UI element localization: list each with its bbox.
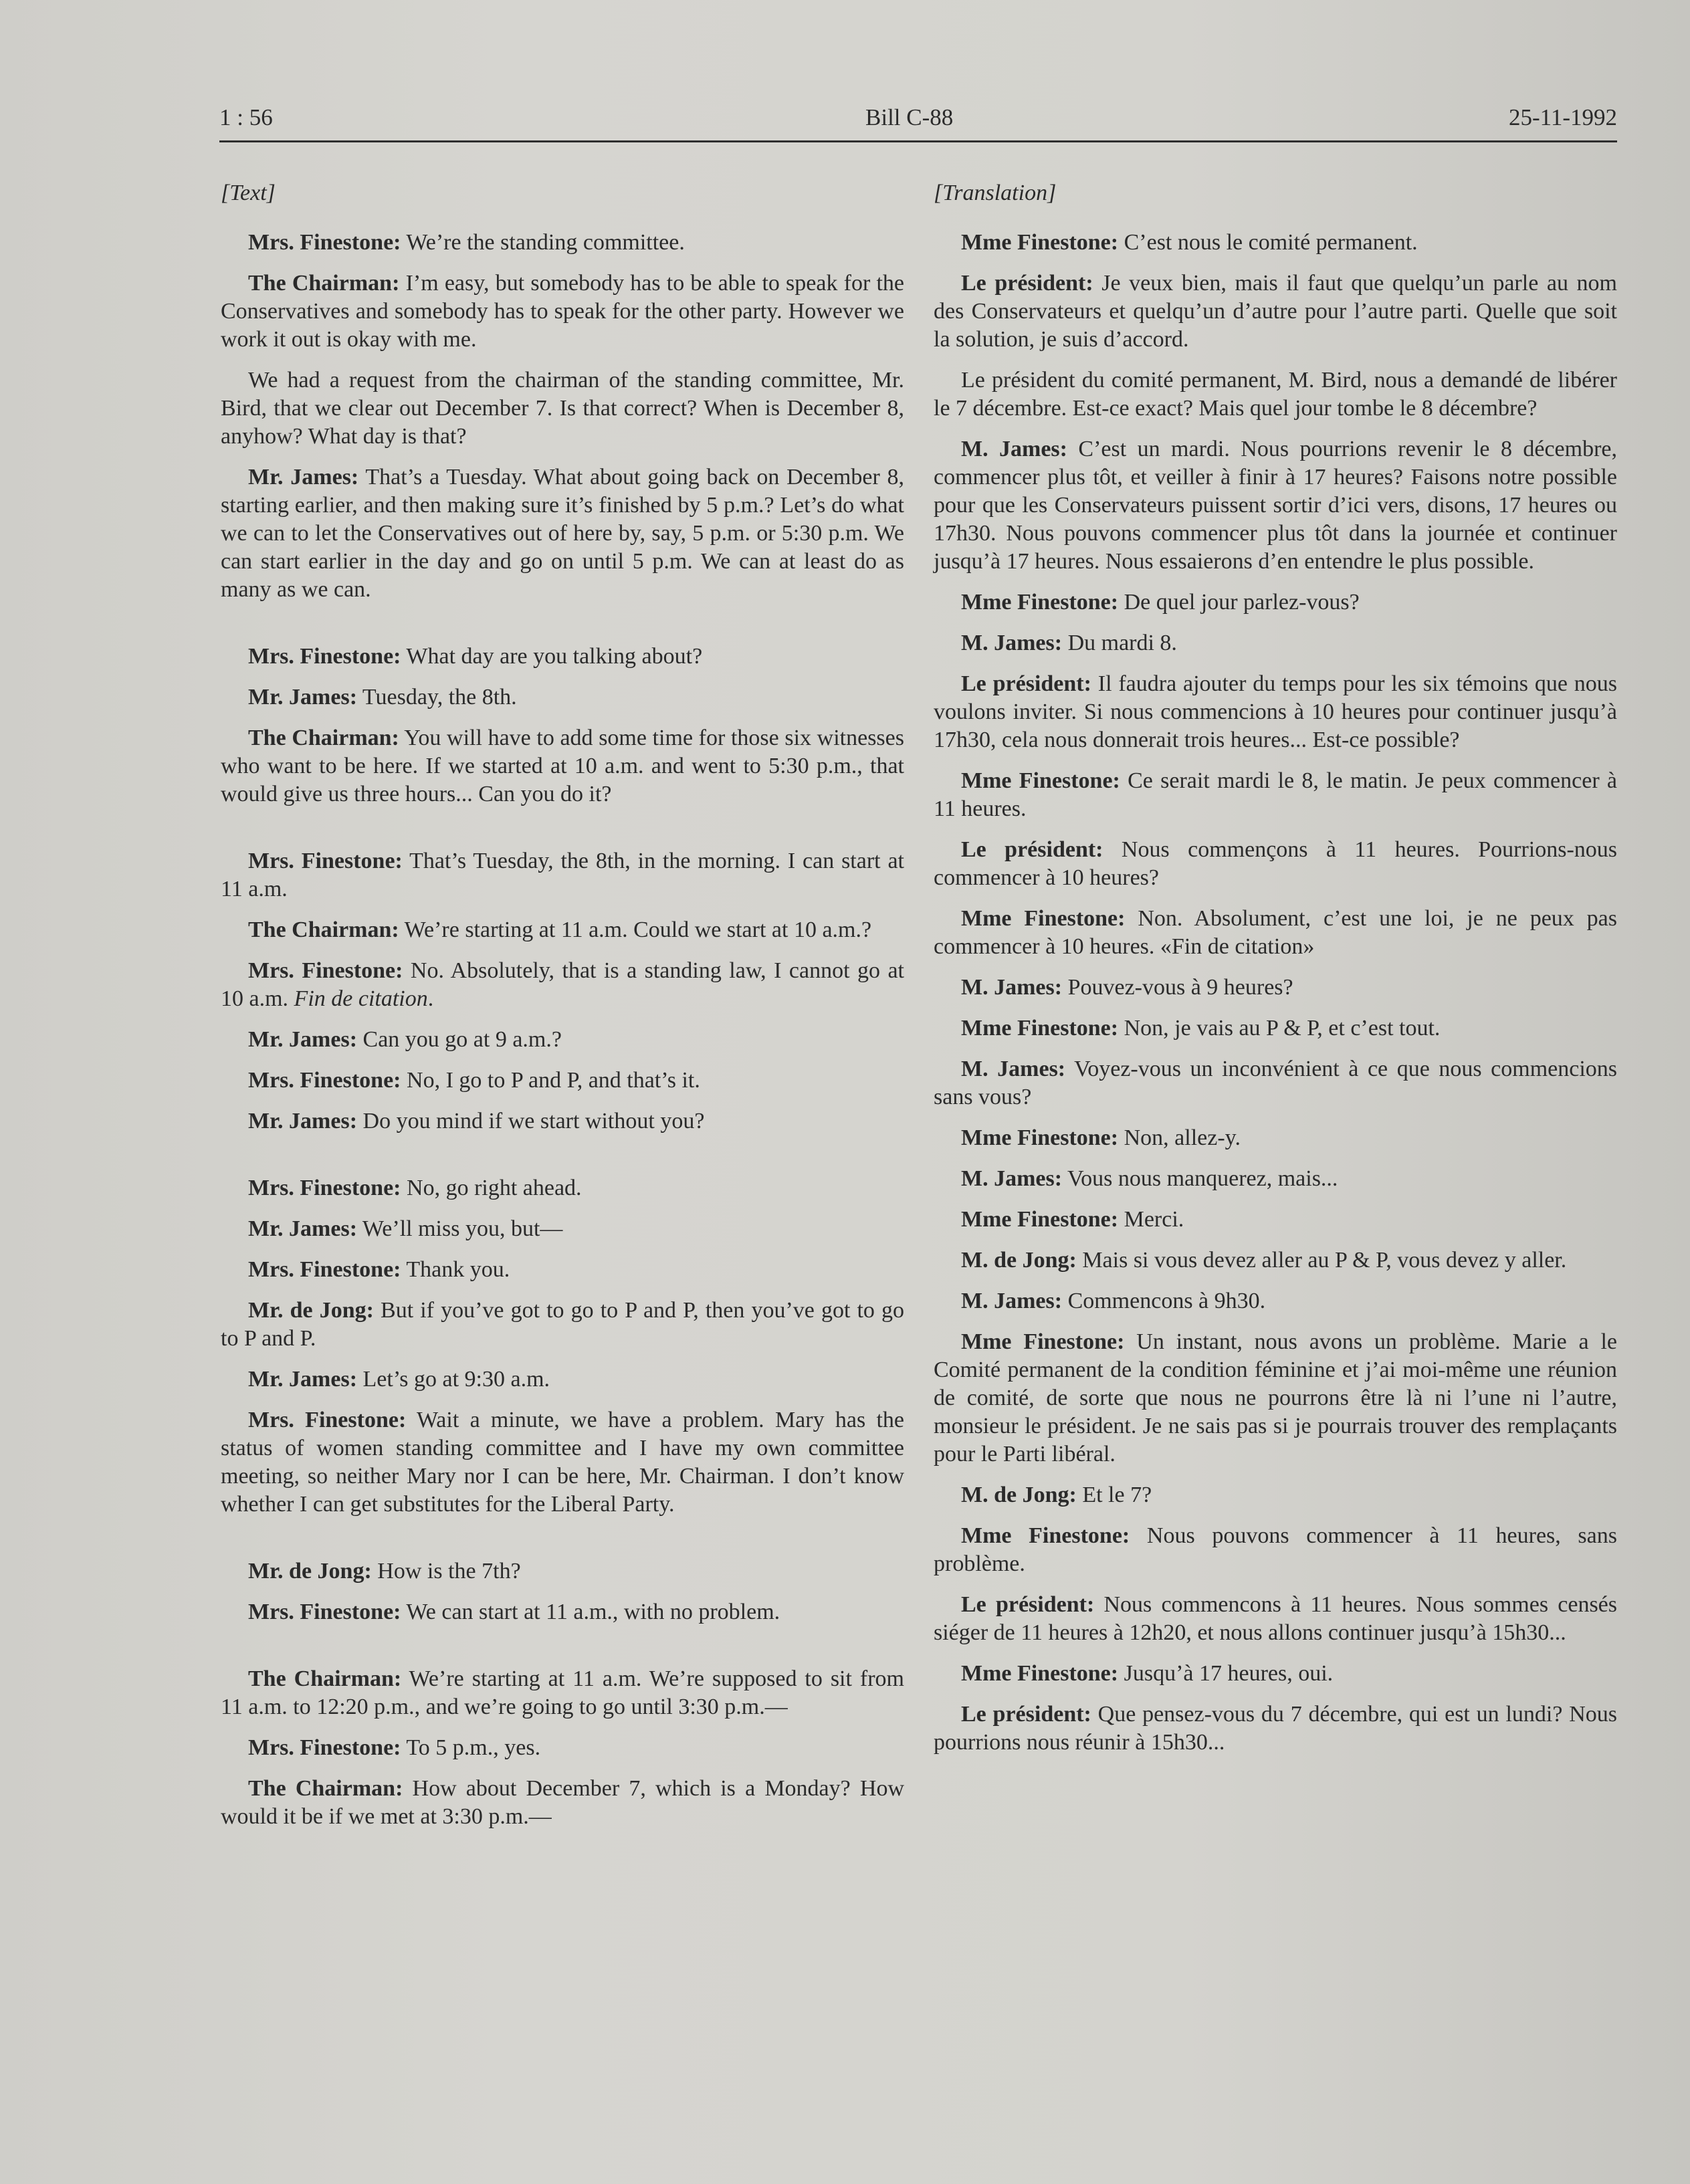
paragraph: Mr. James: Let’s go at 9:30 a.m. [248, 1367, 550, 1392]
paragraph: Mme Finestone: Nous pouvons commencer à 11 heures, sans problème. [934, 1523, 1617, 1576]
paragraph: Mrs. Finestone: We can start at 11 a.m., with no problem. [248, 1600, 780, 1624]
paragraph: Mr. James: Can you go at 9 a.m.? [248, 1027, 562, 1052]
paragraph: M. James: C’est un mardi. Nous pourrions revenir le 8 décembre, commencer plus tôt, et veiller à finir à 17 heures? Faisons notre possible pour que les Conservateurs puissent sortir d’ici vers, disons, 17 heures ou 17h30. Nous pouvons commencer plus tôt dans la journée et continuer jusqu’à 17 heures. Nous essaierons d’en entendre le plus possible. [934, 437, 1618, 574]
paragraph: Mme Finestone: Non. Absolument, c’est une loi, je ne peux pas commencer à 10 heures. «Fin de citation» [934, 906, 1617, 959]
bill-title: Bill C-88 [865, 104, 954, 130]
paragraph: Mr. James: Do you mind if we start without you? [248, 1109, 705, 1133]
paragraph: Mme Finestone: Ce serait mardi le 8, le matin. Je peux commencer à 11 heures. [934, 768, 1617, 821]
english-column [221, 179, 904, 1844]
french-column [934, 179, 1617, 1769]
page-number: 1 : 56 [219, 104, 273, 130]
paragraph: Mme Finestone: De quel jour parlez-vous? [961, 590, 1360, 615]
paragraph: Mrs. Finestone: What day are you talking about? [248, 644, 703, 669]
paragraph: Le président: Nous commencons à 11 heures. Nous sommes censés siéger de 11 heures à 12h20, et nous allons continuer jusqu’à 15h30... [934, 1592, 1617, 1645]
header-date: 25-11-1992 [1508, 104, 1617, 130]
paragraph: M. de Jong: Et le 7? [961, 1483, 1152, 1507]
paragraph: The Chairman: We’re starting at 11 a.m. We’re supposed to sit from 11 a.m. to 12:20 p.m., and we’re going to go until 3:30 p.m.— [221, 1666, 905, 1719]
paragraph: Le président: Nous commençons à 11 heures. Pourrions-nous commencer à 10 heures? [934, 837, 1618, 890]
paragraph: M. de Jong: Mais si vous devez aller au P & P, vous devez y aller. [961, 1248, 1567, 1273]
paragraph: The Chairman: We’re starting at 11 a.m. Could we start at 10 a.m.? [248, 917, 872, 942]
paragraph: The Chairman: You will have to add some time for those six witnesses who want to be here. If we started at 10 a.m. and went to 5:30 p.m., that would give us three hours... Can you do it? [221, 726, 904, 806]
paragraph: Mrs. Finestone: No. Absolutely, that is a standing law, I cannot go at 10 a.m. Fin de citation. [221, 958, 904, 1011]
text-label: [Text] [221, 181, 276, 205]
paragraph: Mme Finestone: Merci. [961, 1207, 1184, 1232]
paragraph: Mr. James: That’s a Tuesday. What about going back on December 8, starting earlier, and then making sure it’s finished by 5 p.m.? Let’s do what we can to let the Conservatives out of here by, say, 5 p.m. or 5:30 p.m. We can start earlier in the day and go on until 5 p.m. We can at least do as many as we can. [221, 465, 904, 602]
paragraph: The Chairman: How about December 7, which is a Monday? How would it be if we met at 3:30 p.m.— [221, 1776, 904, 1829]
paragraph: Mrs. Finestone: Wait a minute, we have a problem. Mary has the status of women standing committee and I have my own committee meeting, so neither Mary nor I can be here, Mr. Chairman. I don’t know whether I can get substitutes for the Liberal Party. [221, 1408, 904, 1517]
paragraph: Mme Finestone: C’est nous le comité permanent. [961, 230, 1418, 255]
paragraph: We had a request from the chairman of the standing committee, Mr. Bird, that we clear out December 7. Is that correct? When is December 8, anyhow? What day is that? [221, 368, 904, 449]
paragraph: Mrs. Finestone: No, go right ahead. [248, 1176, 582, 1200]
paragraph: Mrs. Finestone: Thank you. [248, 1257, 510, 1282]
page-header [219, 100, 1617, 142]
paragraph: Le président: Il faudra ajouter du temps pour les six témoins que nous voulons inviter. Si nous commencions à 10 heures pour continuer jusqu’à 17h30, cela nous donnerait trois heures... Est-ce possible? [934, 671, 1617, 752]
paragraph: Mrs. Finestone: That’s Tuesday, the 8th, in the morning. I can start at 11 a.m. [221, 849, 904, 901]
paragraph: Le président: Que pensez-vous du 7 décembre, qui est un lundi? Nous pourrions nous réunir à 15h30... [934, 1702, 1617, 1755]
paragraph: Mr. James: We’ll miss you, but— [248, 1216, 563, 1241]
paragraph: Le président du comité permanent, M. Bird, nous a demandé de libérer le 7 décembre. Est-ce exact? Mais quel jour tombe le 8 décembre? [934, 368, 1617, 421]
paragraph: The Chairman: I’m easy, but somebody has to be able to speak for the Conservatives and somebody has to speak for the other party. However we work it out is okay with me. [221, 271, 904, 352]
paragraph: Mr. de Jong: But if you’ve got to go to P and P, then you’ve got to go to P and P. [221, 1298, 904, 1351]
paragraph: Mme Finestone: Jusqu’à 17 heures, oui. [961, 1661, 1334, 1686]
paragraph: Mrs. Finestone: We’re the standing committee. [248, 230, 685, 255]
paragraph: Le président: Je veux bien, mais il faut que quelqu’un parle au nom des Conservateurs et quelqu’un d’autre pour l’autre parti. Quelle que soit la solution, je suis d’accord. [934, 271, 1618, 352]
translation-label: [Translation] [934, 181, 1057, 205]
paragraph: Mme Finestone: Non, allez-y. [961, 1125, 1241, 1150]
paragraph: M. James: Du mardi 8. [961, 631, 1177, 655]
paragraph: Mrs. Finestone: To 5 p.m., yes. [248, 1735, 541, 1760]
paragraph: M. James: Pouvez-vous à 9 heures? [961, 975, 1293, 1000]
paragraph: M. James: Commencons à 9h30. [961, 1289, 1266, 1313]
paragraph: Mrs. Finestone: No, I go to P and P, and that’s it. [248, 1068, 700, 1093]
paragraph: Mr. de Jong: How is the 7th? [248, 1559, 521, 1584]
paragraph: M. James: Vous nous manquerez, mais... [961, 1166, 1338, 1191]
paragraph: M. James: Voyez-vous un inconvénient à ce que nous commencions sans vous? [934, 1057, 1617, 1109]
paragraph: Mme Finestone: Un instant, nous avons un problème. Marie a le Comité permanent de la condition féminine et j’ai moi-même une réunion de comité, de sorte que nous ne pourrons être là ni l’une ni l’autre, monsieur le président. Je ne sais pas si je pourrais trouver des remplaçants pour le Parti libéral. [934, 1329, 1617, 1466]
paragraph: Mr. James: Tuesday, the 8th. [248, 685, 517, 709]
paragraph: Mme Finestone: Non, je vais au P & P, et c’est tout. [961, 1016, 1441, 1041]
